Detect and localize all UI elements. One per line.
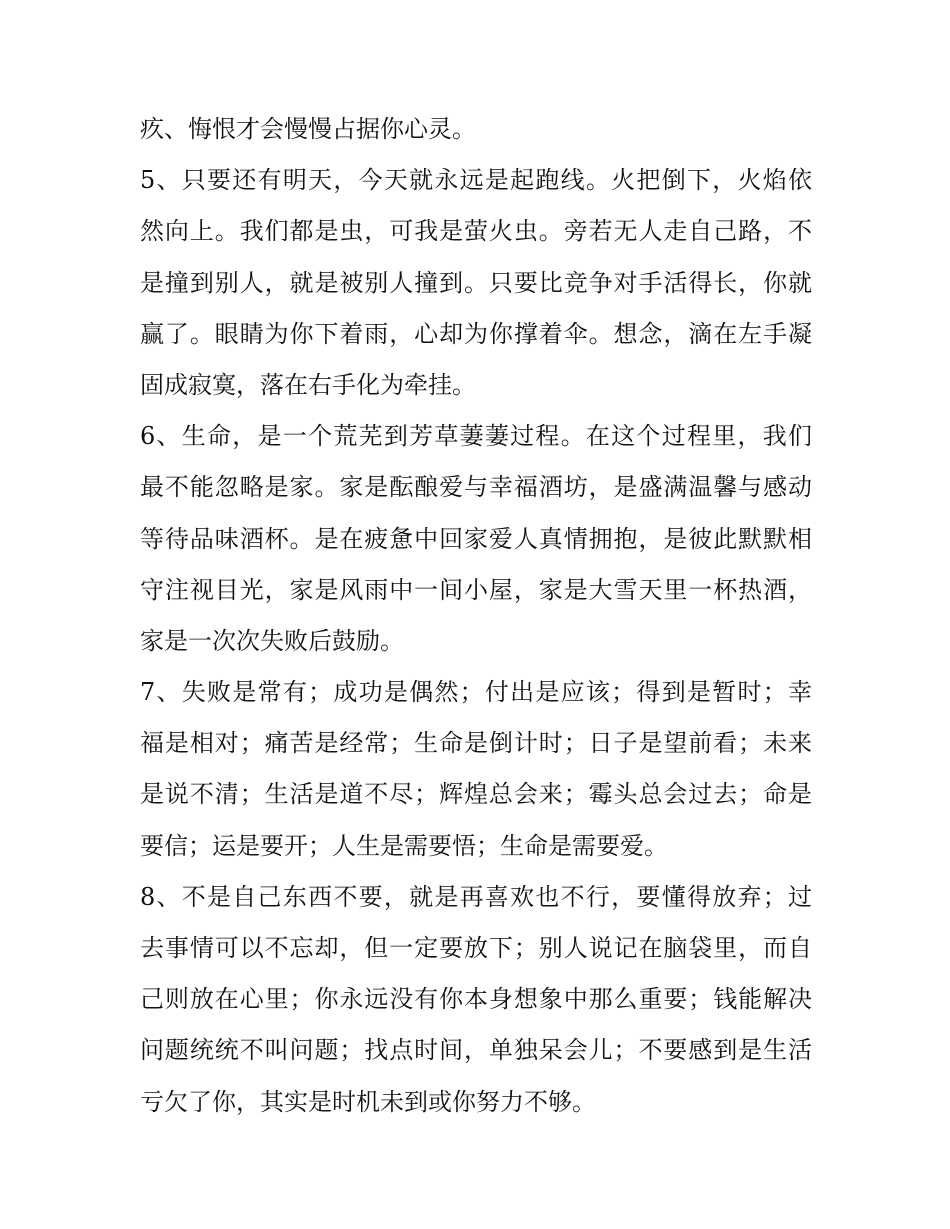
text-line: 是说不清；生活是道不尽；辉煌总会来；霉头总会过去；命是 [140,780,812,809]
text-line: 7、失败是常有；成功是偶然；付出是应该；得到是暂时；幸 [140,678,812,707]
text-line: 6、生命，是一个荒芜到芳草萋萋过程。在这个过程里，我们 [140,422,812,451]
text-line: 要信；运是要开；人生是需要悟；生命是需要爱。 [140,831,668,860]
text-line: 然向上。我们都是虫，可我是萤火虫。旁若无人走自己路，不 [140,217,812,246]
text-line: 最不能忽略是家。家是酝酿爱与幸福酒坊，是盛满温馨与感动 [140,473,812,502]
text-line: 等待品味酒杯。是在疲惫中回家爱人真情拥抱，是彼此默默相 [140,524,812,553]
text-line: 是撞到别人，就是被别人撞到。只要比竞争对手活得长，你就 [140,268,812,297]
text-line: 赢了。眼睛为你下着雨，心却为你撑着伞。想念，滴在左手凝 [140,319,812,348]
document-body [140,104,812,1128]
text-line: 问题统统不叫问题；找点时间，单独呆会儿；不要感到是生活 [140,1036,812,1065]
text-line: 固成寂寞，落在右手化为牵挂。 [140,370,476,399]
text-line: 守注视目光，家是风雨中一间小屋，家是大雪天里一杯热酒， [140,575,812,604]
text-line: 疚、悔恨才会慢慢占据你心灵。 [140,115,476,143]
text-line: 福是相对；痛苦是经常；生命是倒计时；日子是望前看；未来 [140,729,812,758]
text-line: 家是一次次失败后鼓励。 [140,626,404,655]
text-line: 去事情可以不忘却，但一定要放下；别人说记在脑袋里，而自 [140,934,812,962]
text-line: 亏欠了你，其实是时机未到或你努力不够。 [140,1087,596,1116]
text-line: 5、只要还有明天，今天就永远是起跑线。火把倒下，火焰依 [140,166,812,195]
text-line: 8、不是自己东西不要，就是再喜欢也不行，要懂得放弃；过 [140,882,812,911]
text-line: 己则放在心里；你永远没有你本身想象中那么重要；钱能解决 [140,985,812,1014]
